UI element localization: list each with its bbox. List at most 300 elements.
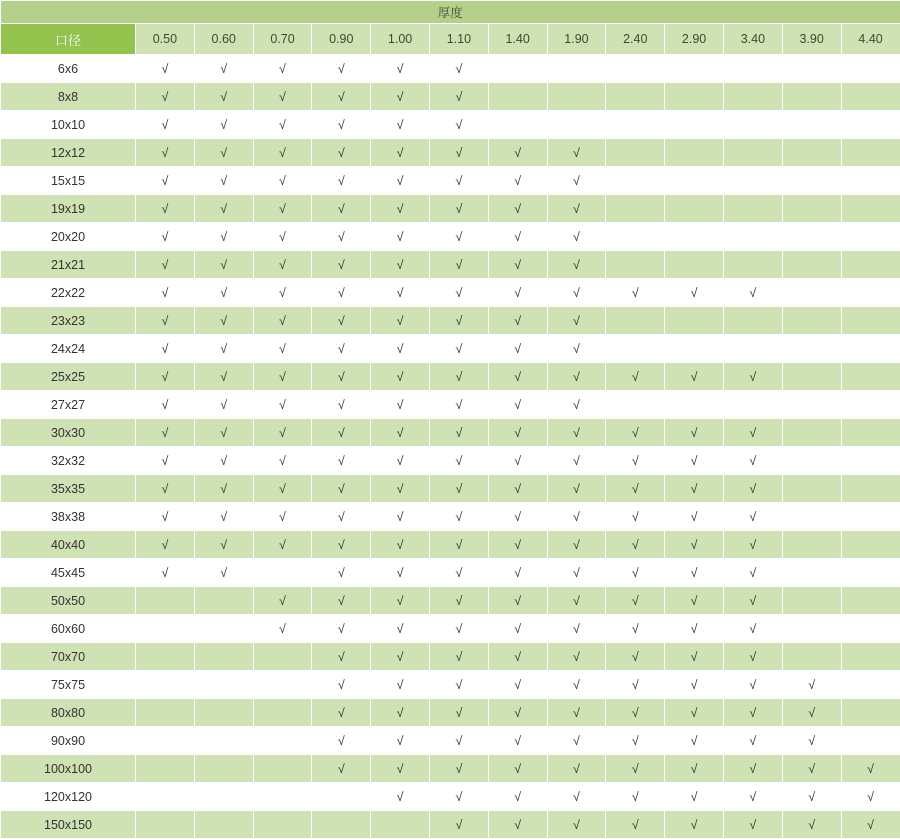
check-mark-icon: √ [573,147,580,160]
cell-19-7 [547,587,606,615]
cell-15-12 [841,475,900,503]
cell-18-1 [194,559,253,587]
row-label: 25x25 [1,363,136,391]
check-mark-icon: √ [749,763,756,776]
cell-26-1 [194,783,253,811]
cell-20-2 [253,615,312,643]
cell-14-2 [253,447,312,475]
row-label: 21x21 [1,251,136,279]
cell-22-3 [312,671,371,699]
check-mark-icon: √ [573,175,580,188]
cell-26-6 [488,783,547,811]
check-mark-icon: √ [338,63,345,76]
check-mark-icon: √ [749,791,756,804]
cell-26-12 [841,783,900,811]
check-mark-icon: √ [455,651,462,664]
cell-15-5 [429,475,488,503]
cell-8-7 [547,279,606,307]
cell-2-7 [547,111,606,139]
cell-4-2 [253,167,312,195]
cell-16-10 [723,503,782,531]
cell-2-0 [136,111,195,139]
check-mark-icon: √ [455,427,462,440]
cell-16-11 [782,503,841,531]
row-label: 150x150 [1,811,136,839]
cell-21-4 [371,643,430,671]
check-mark-icon: √ [749,483,756,496]
cell-5-5 [429,195,488,223]
cell-17-3 [312,531,371,559]
check-mark-icon: √ [161,427,168,440]
cell-7-12 [841,251,900,279]
cell-15-10 [723,475,782,503]
check-mark-icon: √ [514,483,521,496]
cell-21-2 [253,643,312,671]
check-mark-icon: √ [338,455,345,468]
check-mark-icon: √ [338,483,345,496]
check-mark-icon: √ [455,511,462,524]
table-row [1,447,900,475]
check-mark-icon: √ [455,595,462,608]
check-mark-icon: √ [691,483,698,496]
row-label: 100x100 [1,755,136,783]
cell-9-1 [194,307,253,335]
cell-12-7 [547,391,606,419]
thickness-group-header: 厚度 [1,1,900,24]
check-mark-icon: √ [514,259,521,272]
check-mark-icon: √ [338,679,345,692]
cell-10-12 [841,335,900,363]
cell-7-6 [488,251,547,279]
cell-25-10 [723,755,782,783]
check-mark-icon: √ [455,763,462,776]
check-mark-icon: √ [220,483,227,496]
cell-11-2 [253,363,312,391]
cell-6-6 [488,223,547,251]
check-mark-icon: √ [691,427,698,440]
check-mark-icon: √ [397,91,404,104]
cell-13-10 [723,419,782,447]
cell-9-4 [371,307,430,335]
check-mark-icon: √ [691,679,698,692]
check-mark-icon: √ [573,819,580,832]
cell-21-8 [606,643,665,671]
check-mark-icon: √ [397,371,404,384]
cell-20-7 [547,615,606,643]
check-mark-icon: √ [573,371,580,384]
cell-22-6 [488,671,547,699]
cell-8-11 [782,279,841,307]
table-row [1,335,900,363]
cell-5-6 [488,195,547,223]
check-mark-icon: √ [455,679,462,692]
cell-7-3 [312,251,371,279]
cell-14-10 [723,447,782,475]
cell-23-1 [194,699,253,727]
check-mark-icon: √ [867,791,874,804]
cell-6-11 [782,223,841,251]
cell-18-4 [371,559,430,587]
row-label: 8x8 [1,83,136,111]
cell-24-8 [606,727,665,755]
cell-26-9 [665,783,724,811]
cell-16-1 [194,503,253,531]
check-mark-icon: √ [338,511,345,524]
cell-20-10 [723,615,782,643]
row-label: 20x20 [1,223,136,251]
cell-0-4 [371,55,430,83]
cell-19-9 [665,587,724,615]
cell-13-9 [665,419,724,447]
check-mark-icon: √ [397,679,404,692]
check-mark-icon: √ [514,595,521,608]
check-mark-icon: √ [514,315,521,328]
column-header-12: 4.40 [841,24,900,55]
cell-13-1 [194,419,253,447]
check-mark-icon: √ [338,735,345,748]
check-mark-icon: √ [632,819,639,832]
cell-7-10 [723,251,782,279]
cell-27-7 [547,811,606,839]
check-mark-icon: √ [573,791,580,804]
cell-25-5 [429,755,488,783]
check-mark-icon: √ [338,763,345,776]
check-mark-icon: √ [397,399,404,412]
cell-20-8 [606,615,665,643]
check-mark-icon: √ [279,315,286,328]
cell-3-11 [782,139,841,167]
cell-23-7 [547,699,606,727]
cell-25-6 [488,755,547,783]
check-mark-icon: √ [161,539,168,552]
cell-21-12 [841,643,900,671]
check-mark-icon: √ [279,511,286,524]
check-mark-icon: √ [338,231,345,244]
check-mark-icon: √ [632,763,639,776]
cell-18-10 [723,559,782,587]
check-mark-icon: √ [514,287,521,300]
table-row [1,811,900,839]
check-mark-icon: √ [279,399,286,412]
cell-0-11 [782,55,841,83]
check-mark-icon: √ [691,455,698,468]
cell-4-5 [429,167,488,195]
row-label: 22x22 [1,279,136,307]
check-mark-icon: √ [279,119,286,132]
cell-5-8 [606,195,665,223]
check-mark-icon: √ [397,707,404,720]
cell-3-0 [136,139,195,167]
cell-12-3 [312,391,371,419]
cell-20-12 [841,615,900,643]
cell-4-11 [782,167,841,195]
cell-6-10 [723,223,782,251]
table-row [1,587,900,615]
cell-22-0 [136,671,195,699]
diameter-header: 口径 [1,24,136,55]
cell-24-10 [723,727,782,755]
cell-1-1 [194,83,253,111]
cell-21-3 [312,643,371,671]
cell-13-8 [606,419,665,447]
check-mark-icon: √ [397,231,404,244]
table-row [1,139,900,167]
cell-25-0 [136,755,195,783]
cell-14-8 [606,447,665,475]
cell-9-10 [723,307,782,335]
cell-1-6 [488,83,547,111]
row-label: 27x27 [1,391,136,419]
cell-21-9 [665,643,724,671]
table-body [1,55,900,839]
row-label: 120x120 [1,783,136,811]
check-mark-icon: √ [573,231,580,244]
cell-14-11 [782,447,841,475]
cell-15-8 [606,475,665,503]
cell-9-0 [136,307,195,335]
table-row [1,83,900,111]
check-mark-icon: √ [220,399,227,412]
check-mark-icon: √ [455,539,462,552]
cell-24-12 [841,727,900,755]
row-label: 30x30 [1,419,136,447]
check-mark-icon: √ [279,147,286,160]
cell-19-5 [429,587,488,615]
check-mark-icon: √ [161,175,168,188]
cell-1-8 [606,83,665,111]
cell-1-7 [547,83,606,111]
cell-27-9 [665,811,724,839]
cell-16-12 [841,503,900,531]
cell-10-2 [253,335,312,363]
check-mark-icon: √ [161,343,168,356]
cell-8-1 [194,279,253,307]
check-mark-icon: √ [455,343,462,356]
table-row [1,615,900,643]
row-label: 90x90 [1,727,136,755]
table-row [1,55,900,83]
check-mark-icon: √ [573,287,580,300]
check-mark-icon: √ [338,147,345,160]
cell-8-10 [723,279,782,307]
cell-22-4 [371,671,430,699]
cell-14-1 [194,447,253,475]
check-mark-icon: √ [397,147,404,160]
row-label: 60x60 [1,615,136,643]
table-header [1,1,900,55]
cell-11-10 [723,363,782,391]
cell-7-11 [782,251,841,279]
cell-9-8 [606,307,665,335]
check-mark-icon: √ [397,119,404,132]
cell-25-1 [194,755,253,783]
check-mark-icon: √ [397,791,404,804]
cell-25-12 [841,755,900,783]
cell-3-5 [429,139,488,167]
cell-5-10 [723,195,782,223]
cell-22-7 [547,671,606,699]
cell-19-1 [194,587,253,615]
cell-8-5 [429,279,488,307]
cell-27-6 [488,811,547,839]
table-row [1,363,900,391]
cell-19-4 [371,587,430,615]
cell-8-0 [136,279,195,307]
check-mark-icon: √ [455,735,462,748]
check-mark-icon: √ [455,399,462,412]
check-mark-icon: √ [338,287,345,300]
check-mark-icon: √ [279,427,286,440]
cell-24-7 [547,727,606,755]
cell-1-4 [371,83,430,111]
cell-2-2 [253,111,312,139]
check-mark-icon: √ [338,315,345,328]
cell-16-8 [606,503,665,531]
check-mark-icon: √ [161,119,168,132]
check-mark-icon: √ [338,175,345,188]
cell-11-0 [136,363,195,391]
check-mark-icon: √ [514,175,521,188]
cell-11-3 [312,363,371,391]
check-mark-icon: √ [220,231,227,244]
check-mark-icon: √ [455,791,462,804]
cell-0-6 [488,55,547,83]
cell-15-4 [371,475,430,503]
check-mark-icon: √ [691,287,698,300]
row-label: 10x10 [1,111,136,139]
cell-24-3 [312,727,371,755]
check-mark-icon: √ [749,567,756,580]
check-mark-icon: √ [161,371,168,384]
cell-11-12 [841,363,900,391]
cell-25-3 [312,755,371,783]
cell-0-10 [723,55,782,83]
cell-7-7 [547,251,606,279]
check-mark-icon: √ [338,91,345,104]
cell-12-10 [723,391,782,419]
cell-18-6 [488,559,547,587]
cell-17-0 [136,531,195,559]
cell-24-11 [782,727,841,755]
check-mark-icon: √ [338,567,345,580]
column-header-2: 0.70 [253,24,312,55]
cell-2-8 [606,111,665,139]
check-mark-icon: √ [514,707,521,720]
column-header-8: 2.40 [606,24,665,55]
cell-25-4 [371,755,430,783]
check-mark-icon: √ [338,539,345,552]
cell-12-2 [253,391,312,419]
cell-21-1 [194,643,253,671]
check-mark-icon: √ [220,427,227,440]
cell-24-6 [488,727,547,755]
cell-8-8 [606,279,665,307]
check-mark-icon: √ [220,371,227,384]
cell-0-2 [253,55,312,83]
check-mark-icon: √ [749,427,756,440]
cell-9-2 [253,307,312,335]
check-mark-icon: √ [279,455,286,468]
row-label: 6x6 [1,55,136,83]
check-mark-icon: √ [397,595,404,608]
cell-6-1 [194,223,253,251]
check-mark-icon: √ [573,707,580,720]
check-mark-icon: √ [749,455,756,468]
cell-8-9 [665,279,724,307]
cell-20-0 [136,615,195,643]
cell-21-0 [136,643,195,671]
cell-26-5 [429,783,488,811]
cell-10-6 [488,335,547,363]
cell-19-2 [253,587,312,615]
check-mark-icon: √ [455,203,462,216]
table-row [1,195,900,223]
cell-24-0 [136,727,195,755]
check-mark-icon: √ [220,259,227,272]
check-mark-icon: √ [161,63,168,76]
table-row [1,503,900,531]
check-mark-icon: √ [455,147,462,160]
check-mark-icon: √ [691,623,698,636]
check-mark-icon: √ [749,287,756,300]
cell-25-9 [665,755,724,783]
check-mark-icon: √ [455,259,462,272]
check-mark-icon: √ [397,567,404,580]
cell-14-9 [665,447,724,475]
row-label: 70x70 [1,643,136,671]
check-mark-icon: √ [514,231,521,244]
cell-5-1 [194,195,253,223]
check-mark-icon: √ [161,399,168,412]
check-mark-icon: √ [632,483,639,496]
column-header-4: 1.00 [371,24,430,55]
cell-26-8 [606,783,665,811]
check-mark-icon: √ [514,791,521,804]
check-mark-icon: √ [573,623,580,636]
check-mark-icon: √ [455,315,462,328]
check-mark-icon: √ [514,147,521,160]
check-mark-icon: √ [749,679,756,692]
check-mark-icon: √ [220,539,227,552]
check-mark-icon: √ [573,735,580,748]
cell-25-2 [253,755,312,783]
check-mark-icon: √ [220,511,227,524]
check-mark-icon: √ [397,511,404,524]
cell-17-4 [371,531,430,559]
check-mark-icon: √ [514,399,521,412]
check-mark-icon: √ [514,203,521,216]
check-mark-icon: √ [632,651,639,664]
cell-0-7 [547,55,606,83]
cell-14-5 [429,447,488,475]
check-mark-icon: √ [338,595,345,608]
check-mark-icon: √ [691,819,698,832]
cell-22-10 [723,671,782,699]
cell-12-6 [488,391,547,419]
cell-18-2 [253,559,312,587]
cell-17-9 [665,531,724,559]
table-row [1,699,900,727]
cell-20-5 [429,615,488,643]
cell-26-3 [312,783,371,811]
cell-19-0 [136,587,195,615]
cell-21-10 [723,643,782,671]
cell-13-11 [782,419,841,447]
check-mark-icon: √ [514,371,521,384]
check-mark-icon: √ [514,427,521,440]
check-mark-icon: √ [220,567,227,580]
check-mark-icon: √ [338,119,345,132]
